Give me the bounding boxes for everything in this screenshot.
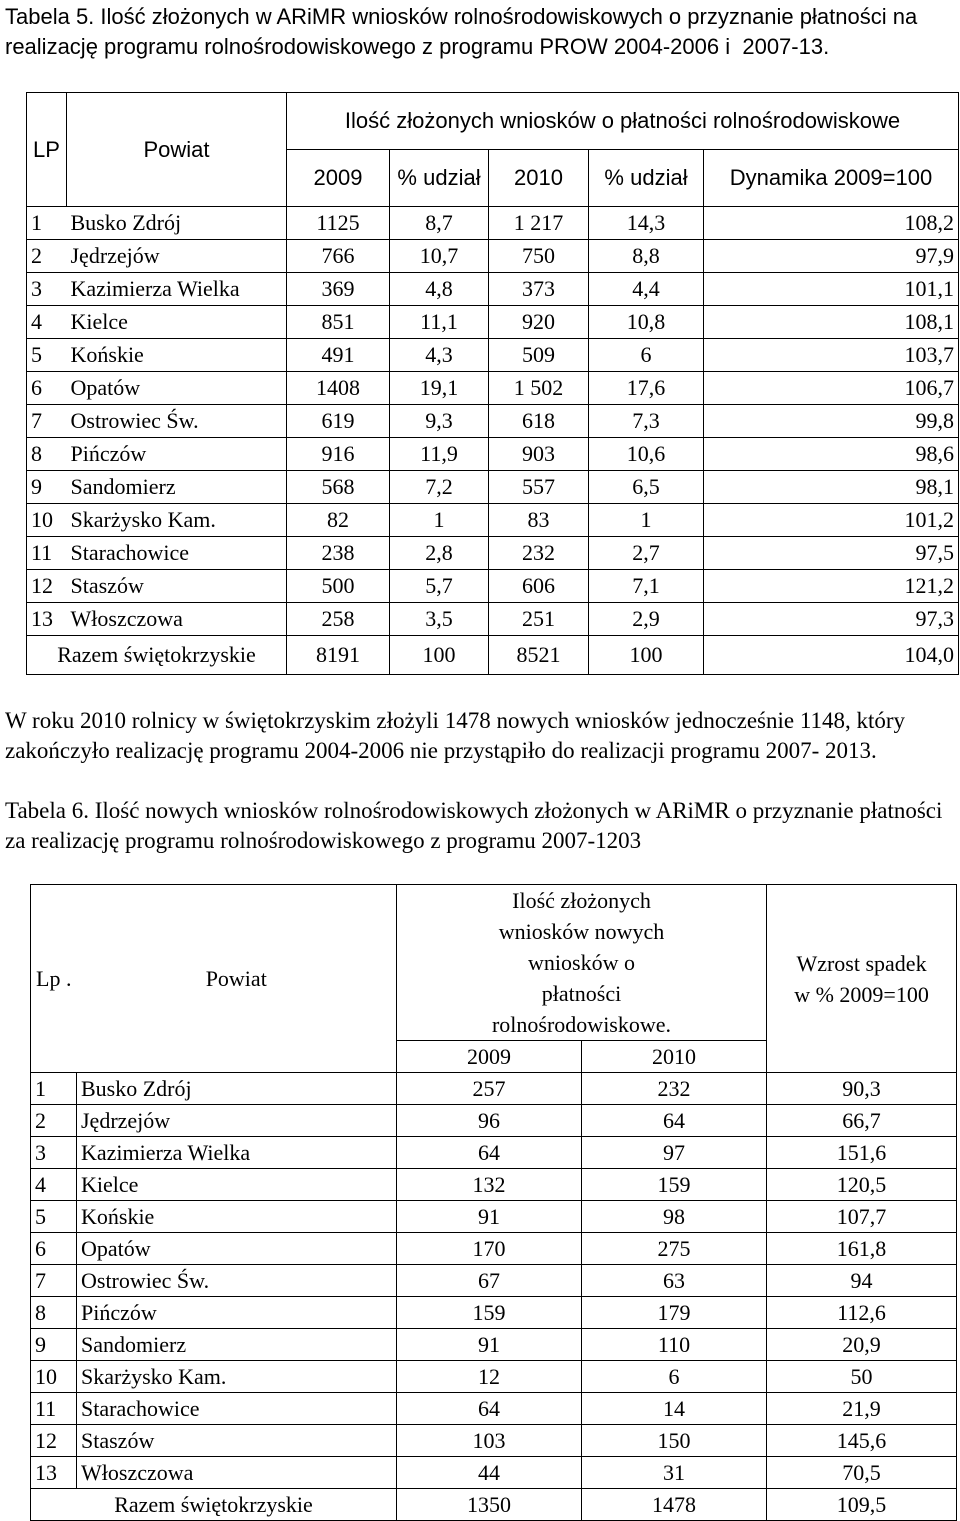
row-share-2009: 9,3 xyxy=(390,405,489,438)
row-value-2009: 170 xyxy=(397,1233,582,1265)
table-total-row xyxy=(31,1489,957,1521)
row-powiat: Jędrzejów xyxy=(77,1105,397,1137)
row-value-2009: 12 xyxy=(397,1361,582,1393)
table-row xyxy=(27,504,959,537)
row-share-2009: 1 xyxy=(390,504,489,537)
row-dynamics: 97,9 xyxy=(704,240,959,273)
row-value-2009: 500 xyxy=(287,570,390,603)
total-value-2010: 1478 xyxy=(582,1489,767,1521)
row-share-2010: 7,3 xyxy=(589,405,704,438)
table-row xyxy=(31,1393,957,1425)
row-value-2010: 275 xyxy=(582,1233,767,1265)
row-lp: 9 xyxy=(27,471,67,504)
table6 xyxy=(30,884,957,1521)
row-share-2009: 3,5 xyxy=(390,603,489,636)
row-share-2010: 1 xyxy=(589,504,704,537)
row-value-2009: 159 xyxy=(397,1297,582,1329)
total-label: Razem świętokrzyskie xyxy=(31,1489,397,1521)
row-share-2010: 4,4 xyxy=(589,273,704,306)
row-value-2010: 232 xyxy=(582,1073,767,1105)
table-row xyxy=(27,438,959,471)
row-value-2010: 110 xyxy=(582,1329,767,1361)
row-growth: 112,6 xyxy=(767,1297,957,1329)
table-row xyxy=(27,537,959,570)
table5-header-powiat: Powiat xyxy=(67,93,287,207)
row-lp: 6 xyxy=(31,1233,77,1265)
row-lp: 9 xyxy=(31,1329,77,1361)
row-growth: 94 xyxy=(767,1265,957,1297)
table-row xyxy=(27,570,959,603)
row-dynamics: 99,8 xyxy=(704,405,959,438)
row-value-2010: 251 xyxy=(489,603,589,636)
table-row xyxy=(31,1073,957,1105)
row-lp: 4 xyxy=(31,1169,77,1201)
row-value-2010: 903 xyxy=(489,438,589,471)
row-lp: 4 xyxy=(27,306,67,339)
row-lp: 5 xyxy=(31,1201,77,1233)
table-row xyxy=(27,339,959,372)
row-powiat: Końskie xyxy=(77,1201,397,1233)
row-powiat: Busko Zdrój xyxy=(77,1073,397,1105)
row-growth: 90,3 xyxy=(767,1073,957,1105)
row-powiat: Kazimierza Wielka xyxy=(77,1137,397,1169)
row-share-2009: 2,8 xyxy=(390,537,489,570)
row-share-2009: 4,8 xyxy=(390,273,489,306)
table-row xyxy=(27,306,959,339)
row-value-2010: 150 xyxy=(582,1425,767,1457)
row-powiat: Kazimierza Wielka xyxy=(67,273,287,306)
row-growth: 107,7 xyxy=(767,1201,957,1233)
table-row xyxy=(31,1425,957,1457)
row-value-2010: 14 xyxy=(582,1393,767,1425)
row-powiat: Staszów xyxy=(77,1425,397,1457)
row-value-2010: 1 502 xyxy=(489,372,589,405)
row-growth: 151,6 xyxy=(767,1137,957,1169)
row-value-2010: 920 xyxy=(489,306,589,339)
row-share-2010: 7,1 xyxy=(589,570,704,603)
row-value-2010: 6 xyxy=(582,1361,767,1393)
table5-header-dynamics: Dynamika 2009=100 xyxy=(704,150,959,207)
row-powiat: Opatów xyxy=(67,372,287,405)
row-powiat: Włoszczowa xyxy=(77,1457,397,1489)
row-powiat: Kielce xyxy=(77,1169,397,1201)
table-row xyxy=(31,1297,957,1329)
row-powiat: Starachowice xyxy=(77,1393,397,1425)
row-share-2009: 5,7 xyxy=(390,570,489,603)
row-share-2010: 6 xyxy=(589,339,704,372)
row-value-2009: 64 xyxy=(397,1137,582,1169)
row-powiat: Pińczów xyxy=(67,438,287,471)
row-value-2010: 750 xyxy=(489,240,589,273)
total-growth: 109,5 xyxy=(767,1489,957,1521)
row-share-2010: 10,8 xyxy=(589,306,704,339)
row-dynamics: 103,7 xyxy=(704,339,959,372)
table-row xyxy=(31,1233,957,1265)
row-value-2010: 1 217 xyxy=(489,207,589,240)
row-growth: 21,9 xyxy=(767,1393,957,1425)
row-dynamics: 97,3 xyxy=(704,603,959,636)
row-lp: 3 xyxy=(27,273,67,306)
table-row xyxy=(31,1361,957,1393)
row-growth: 20,9 xyxy=(767,1329,957,1361)
table6-caption: Tabela 6. Ilość nowych wniosków rolnośrodowiskowych złożonych w ARiMR o przyznanie płatności za realizację programu rolnośrodowiskowego z programu 2007-1203 xyxy=(5,798,949,853)
row-value-2010: 63 xyxy=(582,1265,767,1297)
row-lp: 2 xyxy=(31,1105,77,1137)
row-lp: 7 xyxy=(27,405,67,438)
total-value-2010: 8521 xyxy=(489,636,589,675)
row-growth: 161,8 xyxy=(767,1233,957,1265)
row-share-2010: 14,3 xyxy=(589,207,704,240)
row-dynamics: 108,2 xyxy=(704,207,959,240)
row-lp: 13 xyxy=(27,603,67,636)
table5-header-share-2009: % udział xyxy=(390,150,489,207)
row-value-2009: 766 xyxy=(287,240,390,273)
row-value-2009: 568 xyxy=(287,471,390,504)
row-share-2009: 11,9 xyxy=(390,438,489,471)
row-share-2010: 6,5 xyxy=(589,471,704,504)
row-lp: 11 xyxy=(27,537,67,570)
table-row xyxy=(31,1329,957,1361)
row-value-2010: 557 xyxy=(489,471,589,504)
table-row xyxy=(27,240,959,273)
table5-header-2010: 2010 xyxy=(489,150,589,207)
row-value-2009: 258 xyxy=(287,603,390,636)
total-value-2009: 8191 xyxy=(287,636,390,675)
table-row xyxy=(27,372,959,405)
row-powiat: Włoszczowa xyxy=(67,603,287,636)
row-share-2010: 2,7 xyxy=(589,537,704,570)
row-value-2010: 509 xyxy=(489,339,589,372)
row-dynamics: 121,2 xyxy=(704,570,959,603)
row-value-2009: 369 xyxy=(287,273,390,306)
row-dynamics: 98,6 xyxy=(704,438,959,471)
row-value-2010: 97 xyxy=(582,1137,767,1169)
table-row xyxy=(27,471,959,504)
row-value-2010: 606 xyxy=(489,570,589,603)
table-row xyxy=(27,603,959,636)
row-lp: 10 xyxy=(31,1361,77,1393)
table-total-row xyxy=(27,636,959,675)
row-lp: 6 xyxy=(27,372,67,405)
row-value-2009: 851 xyxy=(287,306,390,339)
row-value-2009: 1408 xyxy=(287,372,390,405)
row-share-2009: 4,3 xyxy=(390,339,489,372)
total-share-2009: 100 xyxy=(390,636,489,675)
table-row xyxy=(31,1137,957,1169)
row-share-2009: 11,1 xyxy=(390,306,489,339)
table6-header-group: Ilość złożonych wniosków nowych wniosków o płatności rolnośrodowiskowe. xyxy=(397,885,767,1041)
table5 xyxy=(26,92,959,675)
row-powiat: Ostrowiec Św. xyxy=(77,1265,397,1297)
table6-header-2010: 2010 xyxy=(582,1041,767,1073)
row-powiat: Pińczów xyxy=(77,1297,397,1329)
row-value-2009: 619 xyxy=(287,405,390,438)
row-growth: 120,5 xyxy=(767,1169,957,1201)
row-value-2009: 91 xyxy=(397,1201,582,1233)
row-share-2009: 7,2 xyxy=(390,471,489,504)
total-share-2010: 100 xyxy=(589,636,704,675)
row-value-2009: 103 xyxy=(397,1425,582,1457)
row-share-2010: 17,6 xyxy=(589,372,704,405)
row-lp: 12 xyxy=(27,570,67,603)
row-lp: 8 xyxy=(27,438,67,471)
row-value-2010: 179 xyxy=(582,1297,767,1329)
row-value-2010: 98 xyxy=(582,1201,767,1233)
row-value-2010: 618 xyxy=(489,405,589,438)
row-value-2009: 257 xyxy=(397,1073,582,1105)
table-row xyxy=(31,1105,957,1137)
row-share-2010: 10,6 xyxy=(589,438,704,471)
row-value-2010: 373 xyxy=(489,273,589,306)
row-growth: 145,6 xyxy=(767,1425,957,1457)
row-lp: 11 xyxy=(31,1393,77,1425)
row-value-2009: 1125 xyxy=(287,207,390,240)
table-row xyxy=(31,1169,957,1201)
row-value-2009: 491 xyxy=(287,339,390,372)
row-lp: 13 xyxy=(31,1457,77,1489)
row-value-2009: 238 xyxy=(287,537,390,570)
row-powiat: Skarżysko Kam. xyxy=(77,1361,397,1393)
table-row xyxy=(31,1265,957,1297)
row-lp: 5 xyxy=(27,339,67,372)
row-dynamics: 97,5 xyxy=(704,537,959,570)
table6-header-2009: 2009 xyxy=(397,1041,582,1073)
row-value-2010: 31 xyxy=(582,1457,767,1489)
row-value-2009: 64 xyxy=(397,1393,582,1425)
row-value-2009: 96 xyxy=(397,1105,582,1137)
row-powiat: Końskie xyxy=(67,339,287,372)
row-dynamics: 101,2 xyxy=(704,504,959,537)
row-powiat: Skarżysko Kam. xyxy=(67,504,287,537)
body-paragraph: W roku 2010 rolnicy w świętokrzyskim złożyli 1478 nowych wniosków jednocześnie 1148, który zakończyło realizację programu 2004-2006 nie przystąpiło do realizacji programu 2007- 2013. xyxy=(5,708,911,763)
row-share-2009: 10,7 xyxy=(390,240,489,273)
row-lp: 1 xyxy=(27,207,67,240)
row-value-2010: 83 xyxy=(489,504,589,537)
row-share-2009: 8,7 xyxy=(390,207,489,240)
row-value-2009: 916 xyxy=(287,438,390,471)
table6-body xyxy=(31,1073,957,1521)
row-lp: 10 xyxy=(27,504,67,537)
table5-body xyxy=(27,207,959,675)
row-value-2010: 159 xyxy=(582,1169,767,1201)
row-value-2009: 82 xyxy=(287,504,390,537)
row-dynamics: 108,1 xyxy=(704,306,959,339)
row-lp: 3 xyxy=(31,1137,77,1169)
row-share-2009: 19,1 xyxy=(390,372,489,405)
row-dynamics: 101,1 xyxy=(704,273,959,306)
table5-header-2009: 2009 xyxy=(287,150,390,207)
row-powiat: Kielce xyxy=(67,306,287,339)
table6-header-growth: Wzrost spadek w % 2009=100 xyxy=(767,885,957,1073)
table-row xyxy=(31,1201,957,1233)
table5-caption: Tabela 5. Ilość złożonych w ARiMR wniosków rolnośrodowiskowych o przyznanie płatności na realizację programu rolnośrodowiskowego z programu PROW 2004-2006 i 2007-13. xyxy=(5,4,924,59)
table-row xyxy=(27,207,959,240)
table6-header-powiat: Powiat xyxy=(77,885,397,1073)
table5-header-group: Ilość złożonych wniosków o płatności rolnośrodowiskowe xyxy=(287,93,959,150)
row-powiat: Starachowice xyxy=(67,537,287,570)
row-lp: 2 xyxy=(27,240,67,273)
table-row xyxy=(27,405,959,438)
row-value-2010: 64 xyxy=(582,1105,767,1137)
row-growth: 66,7 xyxy=(767,1105,957,1137)
row-value-2009: 132 xyxy=(397,1169,582,1201)
row-dynamics: 98,1 xyxy=(704,471,959,504)
total-label: Razem świętokrzyskie xyxy=(27,636,287,675)
table5-header-lp: LP xyxy=(27,93,67,207)
row-powiat: Ostrowiec Św. xyxy=(67,405,287,438)
total-dynamics: 104,0 xyxy=(704,636,959,675)
row-value-2009: 44 xyxy=(397,1457,582,1489)
row-lp: 12 xyxy=(31,1425,77,1457)
row-value-2010: 232 xyxy=(489,537,589,570)
table6-header-lp: Lp . xyxy=(31,885,77,1073)
row-powiat: Sandomierz xyxy=(67,471,287,504)
row-dynamics: 106,7 xyxy=(704,372,959,405)
row-growth: 50 xyxy=(767,1361,957,1393)
total-value-2009: 1350 xyxy=(397,1489,582,1521)
row-share-2010: 8,8 xyxy=(589,240,704,273)
row-share-2010: 2,9 xyxy=(589,603,704,636)
row-lp: 1 xyxy=(31,1073,77,1105)
row-powiat: Sandomierz xyxy=(77,1329,397,1361)
row-powiat: Jędrzejów xyxy=(67,240,287,273)
row-powiat: Busko Zdrój xyxy=(67,207,287,240)
row-lp: 7 xyxy=(31,1265,77,1297)
row-growth: 70,5 xyxy=(767,1457,957,1489)
row-value-2009: 67 xyxy=(397,1265,582,1297)
row-powiat: Opatów xyxy=(77,1233,397,1265)
row-value-2009: 91 xyxy=(397,1329,582,1361)
row-lp: 8 xyxy=(31,1297,77,1329)
row-powiat: Staszów xyxy=(67,570,287,603)
table-row xyxy=(27,273,959,306)
table5-header-share-2010: % udział xyxy=(589,150,704,207)
